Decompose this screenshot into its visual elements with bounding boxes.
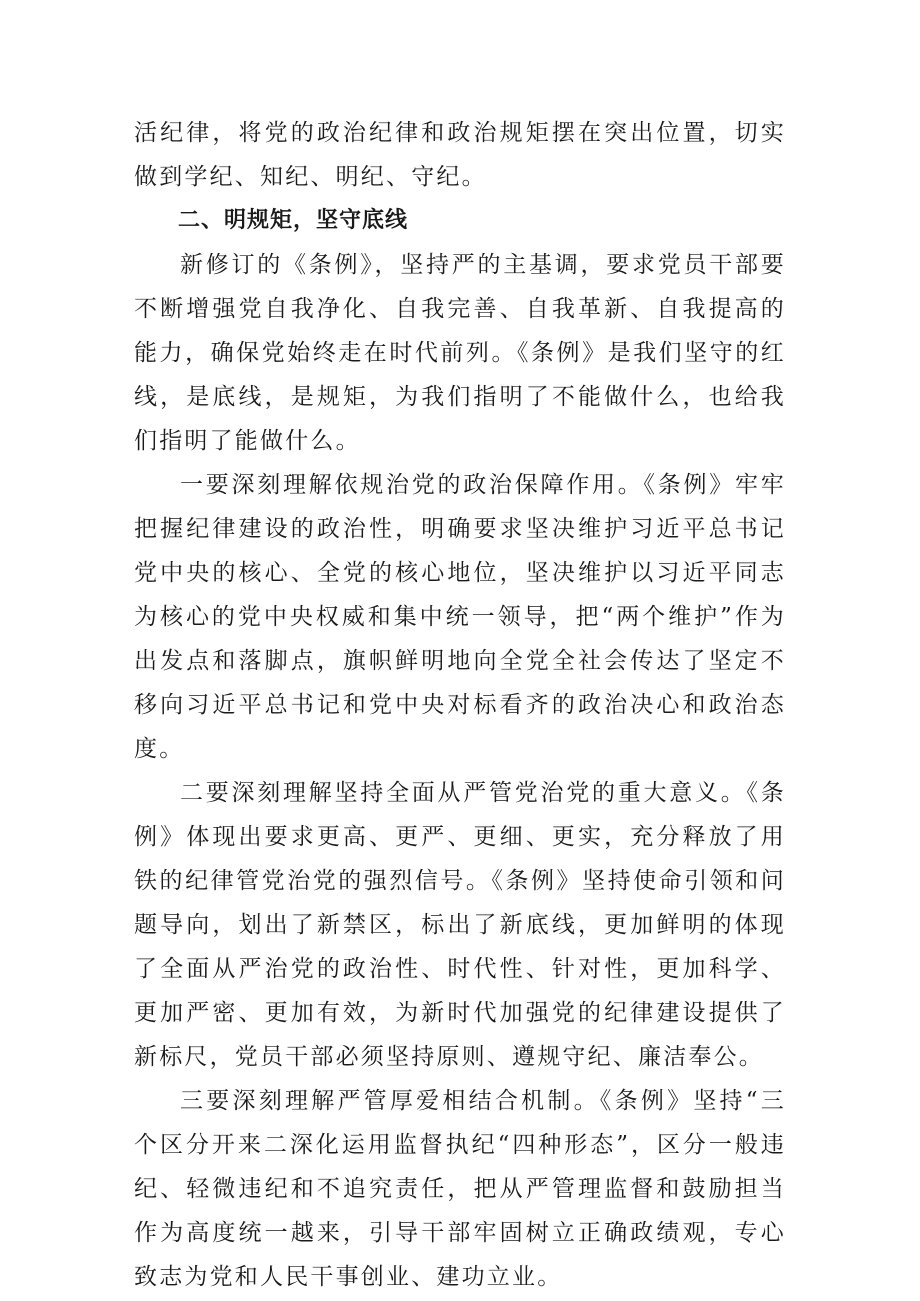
document-page (134, 111, 786, 1299)
paragraph-point-one: 一要深刻理解依规治党的政治保障作用。《条例》牢牢把握纪律建设的政治性，明确要求坚决维护习近平总书记党中央的核心、全党的核心地位，坚决维护以习近平同志为核心的党中央权威和集中统一领导，把“两个维护”作为出发点和落脚点，旗帜鲜明地向全党全社会传达了坚定不移向习近平总书记和党中央对标看齐的政治决心和政治态度。 (134, 472, 786, 762)
paragraph-point-three: 三要深刻理解严管厚爱相结合机制。《条例》坚持“三个区分开来二深化运用监督执纪“四种形态”，区分一般违纪、轻微违纪和不追究责任，把从严管理监督和鼓励担当作为高度统一越来，引导干部牢固树立正确政绩观，专心致志为党和人民干事创业、建功立业。 (134, 1088, 786, 1290)
section-heading: 二、明规矩，坚守底线 (178, 208, 409, 233)
paragraph-intro: 新修订的《条例》，坚持严的主基调，要求党员干部要不断增强党自我净化、自我完善、自我革新、自我提高的能力，确保党始终走在时代前列。《条例》是我们坚守的红线，是底线，是规矩，为我们指明了不能做什么，也给我们指明了能做什么。 (134, 252, 786, 454)
paragraph-point-two: 二要深刻理解坚持全面从严管党治党的重大意义。《条例》体现出要求更高、更严、更细、更实，充分释放了用铁的纪律管党治党的强烈信号。《条例》坚持使命引领和问题导向，划出了新禁区，标出了新底线，更加鲜明的体现了全面从严治党的政治性、时代性、针对性，更加科学、更加严密、更加有效，为新时代加强党的纪律建设提供了新标尺，党员干部必须坚持原则、遵规守纪、廉洁奉公。 (134, 780, 786, 1070)
continuation-paragraph: 活纪律，将党的政治纪律和政治规矩摆在突出位置，切实做到学纪、知纪、明纪、守纪。 (134, 120, 786, 190)
